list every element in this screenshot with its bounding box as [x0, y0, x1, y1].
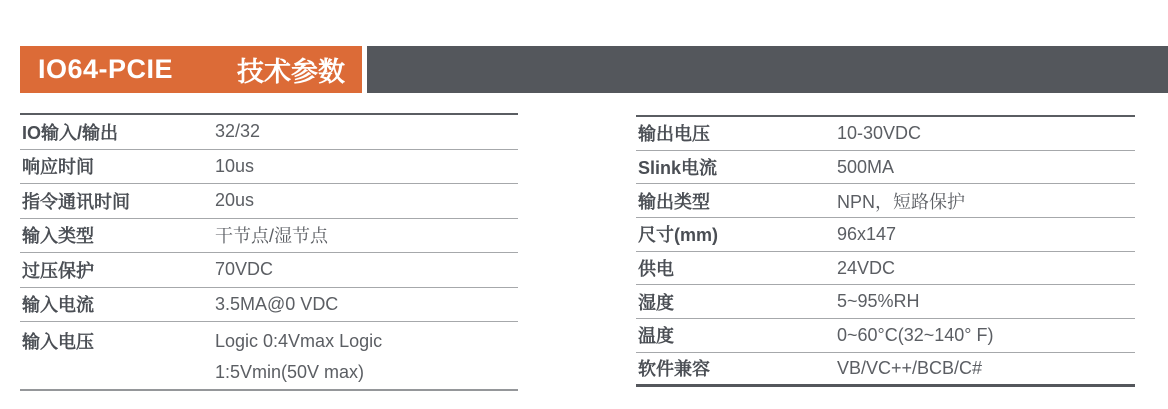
spec-label: 过压保护 — [22, 260, 94, 281]
spec-label: 输入类型 — [22, 226, 94, 247]
spec-label: 输出电压 — [638, 124, 710, 145]
spec-value: NPN，短路保护 — [837, 191, 966, 212]
spec-label: 温度 — [638, 326, 674, 347]
spec-value: 10us — [215, 155, 255, 176]
spec-value-line: Logic 0:4Vmax Logic — [215, 331, 383, 351]
spec-label: IO输入/输出 — [22, 122, 119, 143]
spec-value: 24VDC — [837, 257, 896, 278]
spec-value: VB/VC++/BCB/C# — [837, 357, 983, 378]
spec-row — [636, 151, 1135, 185]
spec-value-line: 1:5Vmin(50V max) — [215, 362, 365, 382]
spec-row — [20, 184, 518, 219]
section-title: 技术参数 — [237, 57, 346, 87]
right-spec-table — [636, 115, 1135, 387]
header-accent-bar — [20, 46, 362, 93]
spec-value: 10-30VDC — [837, 122, 922, 143]
spec-value: 5~95%RH — [837, 291, 920, 312]
spec-row — [20, 322, 518, 391]
header-gray-bar — [367, 46, 1168, 93]
spec-row — [20, 288, 518, 323]
spec-row — [20, 115, 518, 150]
spec-label: 供电 — [638, 259, 674, 280]
spec-label: 软件兼容 — [638, 359, 710, 380]
spec-value: 70VDC — [215, 259, 274, 280]
spec-value: 0~60°C(32~140° F) — [837, 324, 994, 345]
spec-label: 输出类型 — [638, 191, 710, 212]
spec-label: 响应时间 — [22, 157, 94, 178]
spec-row — [636, 218, 1135, 252]
spec-label: 湿度 — [638, 292, 674, 313]
spec-value: 3.5MA@0 VDC — [215, 293, 339, 314]
spec-label: 输入电压 — [22, 332, 94, 352]
spec-value: 96x147 — [837, 223, 897, 244]
spec-row — [636, 285, 1135, 319]
spec-row — [636, 252, 1135, 286]
spec-value — [215, 326, 382, 388]
spec-label: 指令通讯时间 — [22, 191, 130, 212]
spec-row — [636, 353, 1135, 387]
spec-row — [636, 184, 1135, 218]
spec-value: 干节点/湿节点 — [215, 226, 329, 247]
spec-row — [20, 219, 518, 254]
spec-value: 500MA — [837, 156, 895, 177]
spec-label: Slink电流 — [638, 158, 718, 179]
spec-value: 20us — [215, 190, 255, 211]
spec-row — [636, 319, 1135, 353]
left-spec-table — [20, 113, 518, 391]
spec-row — [636, 117, 1135, 151]
spec-label: 输入电流 — [22, 295, 94, 316]
spec-row — [20, 150, 518, 185]
spec-value: 32/32 — [215, 121, 261, 142]
spec-row — [20, 253, 518, 288]
product-name: IO64-PCIE — [38, 54, 174, 84]
spec-label: 尺寸(mm) — [638, 225, 718, 246]
